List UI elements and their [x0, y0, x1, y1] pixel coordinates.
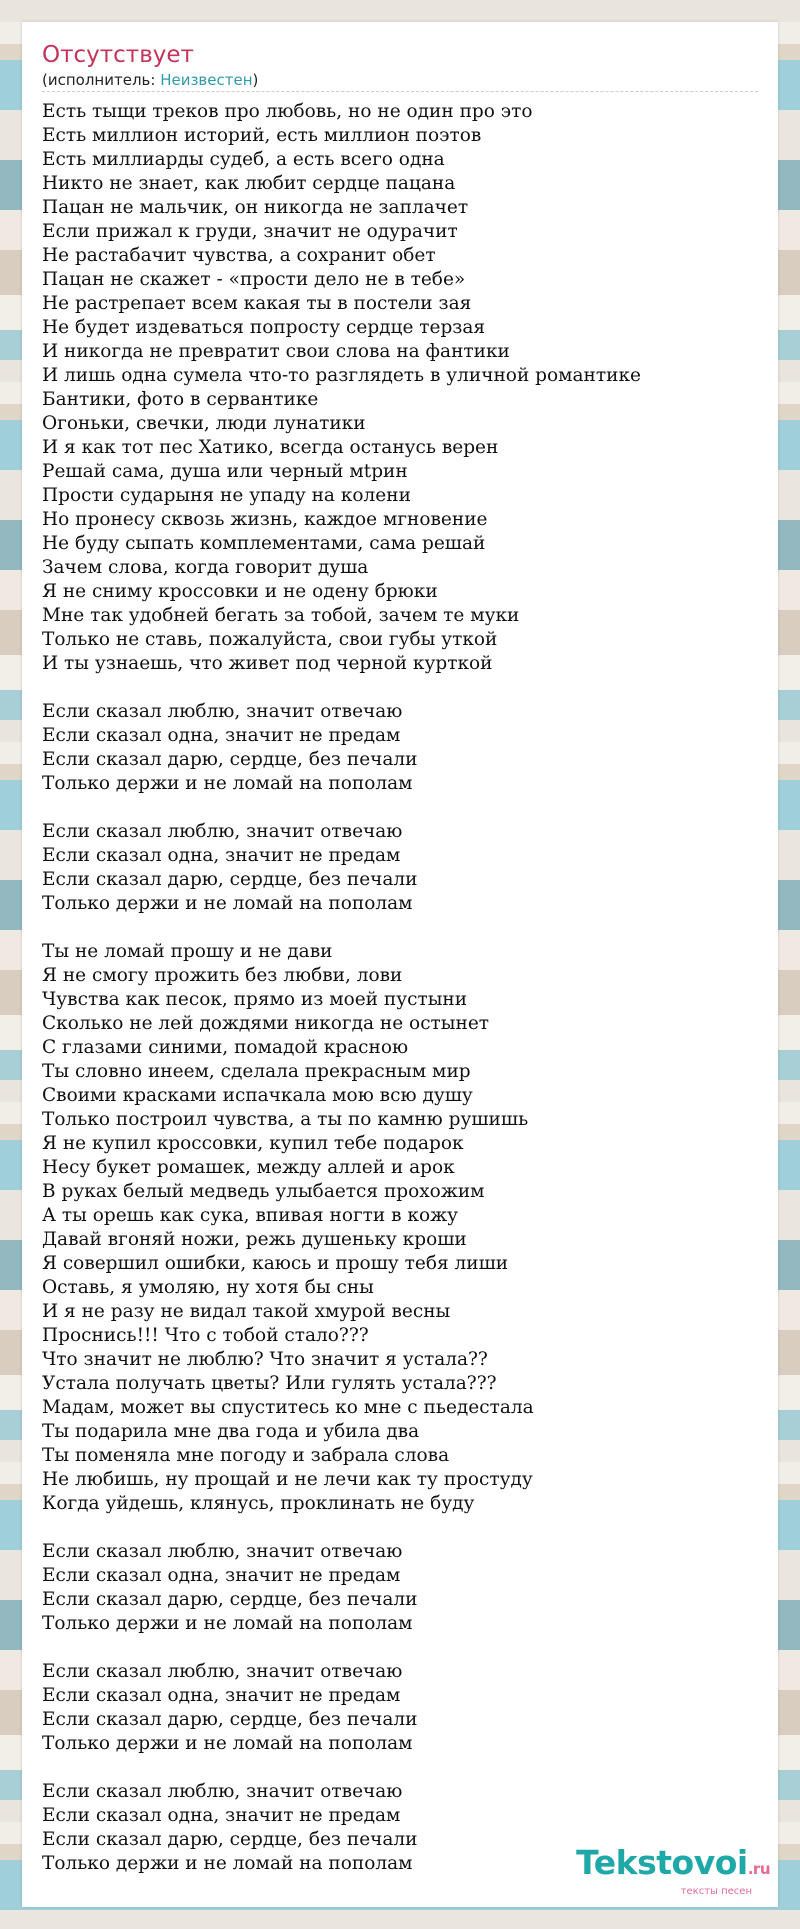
lyrics-line: Только не ставь, пожалуйста, свои губы уткой: [42, 629, 498, 650]
lyrics-line: Оставь, я умоляю, ну хотя бы сны: [42, 1277, 374, 1298]
lyrics-line: С глазами синими, помадой красною: [42, 1037, 409, 1058]
lyrics-line: Ты поменяла мне погоду и забрала слова: [42, 1445, 450, 1466]
lyrics-stanza: [42, 940, 762, 1516]
lyrics-line: Чувства как песок, прямо из моей пустыни: [42, 989, 468, 1010]
lyrics-line: В руках белый медведь улыбается прохожим: [42, 1181, 485, 1202]
artist-link[interactable]: Неизвестен: [160, 71, 253, 89]
artist-prefix: (исполнитель:: [42, 71, 161, 89]
lyrics-line: Зачем слова, когда говорит душа: [42, 557, 369, 578]
lyrics-line: Если сказал люблю, значит отвечаю: [42, 701, 403, 722]
lyrics-line: Если сказал люблю, значит отвечаю: [42, 1541, 403, 1562]
logo-name: Tekstovoi: [576, 1843, 748, 1882]
lyrics-line: Если сказал дарю, сердце, без печали: [42, 1589, 418, 1610]
lyrics-line: Решай сама, душа или черный мtрин: [42, 461, 408, 482]
lyrics-line: Когда уйдешь, клянусь, проклинать не буду: [42, 1493, 475, 1514]
lyrics-line: Если сказал дарю, сердце, без печали: [42, 749, 418, 770]
lyrics-line: А ты орешь как сука, впивая ногти в кожу: [42, 1205, 459, 1226]
lyrics-line: Только держи и не ломай на пополам: [42, 1733, 413, 1754]
lyrics-line: Сколько не лей дождями никогда не остынет: [42, 1013, 490, 1034]
lyrics-line: Не будет издеваться попросту сердце терзая: [42, 317, 486, 338]
lyrics-line: Прости сударыня не упаду на колени: [42, 485, 411, 506]
lyrics-line: Только держи и не ломай на пополам: [42, 773, 413, 794]
lyrics-line: Если сказал одна, значит не предам: [42, 725, 401, 746]
lyrics-line: Несу букет ромашек, между аллей и арок: [42, 1157, 455, 1178]
lyrics-line: Если сказал дарю, сердце, без печали: [42, 1829, 418, 1850]
lyrics-line: Что значит не люблю? Что значит я устала??: [42, 1349, 488, 1370]
lyrics-line: И лишь одна сумела что-то разглядеть в уличной романтике: [42, 365, 641, 386]
lyrics-line: И никогда не превратит свои слова на фантики: [42, 341, 510, 362]
lyrics-line: Не буду сыпать комплементами, сама решай: [42, 533, 486, 554]
lyrics-line: Если сказал дарю, сердце, без печали: [42, 1709, 418, 1730]
lyrics-line: Но пронесу сквозь жизнь, каждое мгновение: [42, 509, 488, 530]
lyrics-line: Если сказал одна, значит не предам: [42, 1565, 401, 1586]
song-title: Отсутствует: [42, 42, 194, 68]
lyrics-line: Пацан не скажет - «прости дело не в тебе»: [42, 269, 466, 290]
lyrics-line: Мне так удобней бегать за тобой, зачем те муки: [42, 605, 520, 626]
lyrics-line: Если сказал одна, значит не предам: [42, 1805, 401, 1826]
lyrics-line: Пацан не мальчик, он никогда не заплачет: [42, 197, 469, 218]
lyrics-stanza: [42, 820, 762, 916]
logo-tagline: тексты песен: [680, 1886, 752, 1897]
lyrics-line: Я не сниму кроссовки и не одену брюки: [42, 581, 438, 602]
lyrics-line: Ты подарила мне два года и убила два: [42, 1421, 420, 1442]
lyrics-line: Я не смогу прожить без любви, лови: [42, 965, 403, 986]
lyrics-stanza: [42, 1660, 762, 1756]
lyrics-stanza: [42, 1540, 762, 1636]
lyrics-line: Своими красками испачкала мою всю душу: [42, 1085, 473, 1106]
lyrics-line: Если сказал люблю, значит отвечаю: [42, 1781, 403, 1802]
site-logo[interactable]: [576, 1843, 770, 1897]
lyrics-stanza: [42, 700, 762, 796]
artist-line: [42, 70, 258, 90]
lyrics-line: Огоньки, свечки, люди лунатики: [42, 413, 366, 434]
lyrics-line: Если сказал дарю, сердце, без печали: [42, 869, 418, 890]
lyrics-line: Ты не ломай прошу и не дави: [42, 941, 333, 962]
lyrics-line: И ты узнаешь, что живет под черной курткой: [42, 653, 493, 674]
artist-suffix: ): [252, 71, 259, 89]
lyrics-line: Только построил чувства, а ты по камню рушишь: [42, 1109, 529, 1130]
lyrics-line: Не растрепает всем какая ты в постели зая: [42, 293, 472, 314]
lyrics-card: [22, 22, 778, 1907]
lyrics-line: Если сказал одна, значит не предам: [42, 845, 401, 866]
lyrics-text: [42, 100, 762, 1876]
lyrics-line: Если сказал одна, значит не предам: [42, 1685, 401, 1706]
lyrics-line: Если сказал люблю, значит отвечаю: [42, 821, 403, 842]
lyrics-line: Бантики, фото в сервантике: [42, 389, 319, 410]
lyrics-line: Я совершил ошибки, каюсь и прошу тебя лиши: [42, 1253, 509, 1274]
lyrics-line: Есть миллиарды судеб, а есть всего одна: [42, 149, 445, 170]
lyrics-line: Только держи и не ломай на пополам: [42, 1853, 413, 1874]
lyrics-line: И я не разу не видал такой хмурой весны: [42, 1301, 451, 1322]
title-divider: [42, 91, 758, 92]
lyrics-line: Устала получать цветы? Или гулять устала???: [42, 1373, 497, 1394]
lyrics-line: Проснись!!! Что с тобой стало???: [42, 1325, 369, 1346]
lyrics-line: Если прижал к груди, значит не одурачит: [42, 221, 458, 242]
lyrics-line: Давай вгоняй ножи, режь душеньку кроши: [42, 1229, 467, 1250]
lyrics-line: Никто не знает, как любит сердце пацана: [42, 173, 456, 194]
lyrics-line: Только держи и не ломай на пополам: [42, 1613, 413, 1634]
lyrics-line: И я как тот пес Хатико, всегда останусь верен: [42, 437, 499, 458]
lyrics-line: Мадам, может вы спуститесь ко мне с пьедестала: [42, 1397, 534, 1418]
logo-tld: .ru: [747, 1860, 770, 1878]
lyrics-line: Ты словно инеем, сделала прекрасным мир: [42, 1061, 471, 1082]
lyrics-line: Только держи и не ломай на пополам: [42, 893, 413, 914]
lyrics-line: Не растабачит чувства, а сохранит обет: [42, 245, 436, 266]
lyrics-line: Есть тыщи треков про любовь, но не один про это: [42, 101, 533, 122]
lyrics-line: Если сказал люблю, значит отвечаю: [42, 1661, 403, 1682]
lyrics-stanza: [42, 100, 762, 676]
lyrics-line: Не любишь, ну прощай и не лечи как ту простуду: [42, 1469, 533, 1490]
lyrics-line: Есть миллион историй, есть миллион поэтов: [42, 125, 482, 146]
lyrics-line: Я не купил кроссовки, купил тебе подарок: [42, 1133, 464, 1154]
